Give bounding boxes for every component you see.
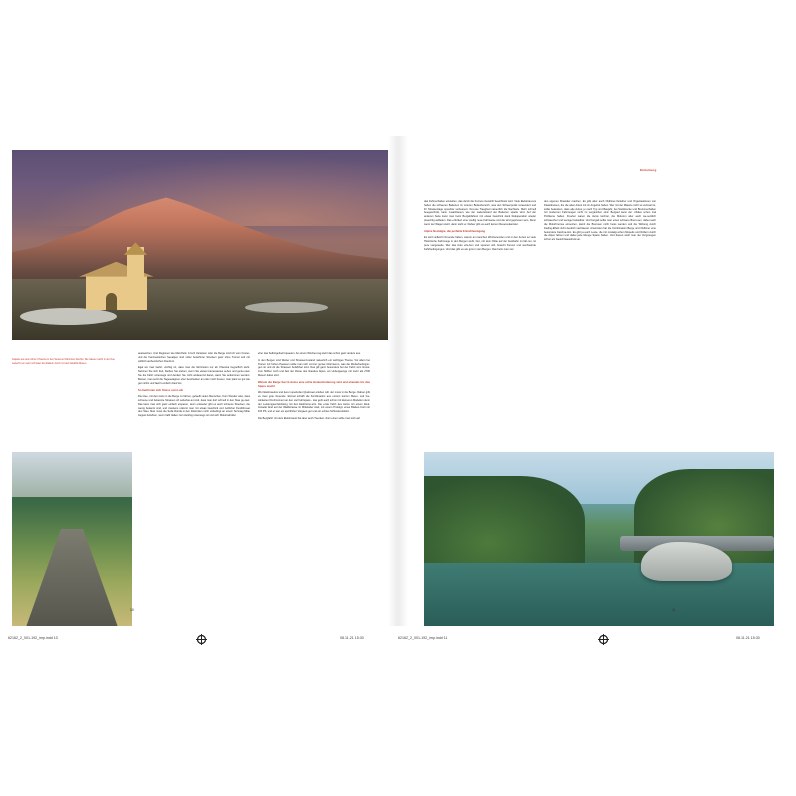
paragraph: Es wird vielleicht Gruende haben, warum an manchen Wochenenden und in den Ferien so viele Historische Fahrzeuge in den Bergen sieht. Gut, mit dem Oldie auf der Autobahn zu fah-ren, ist pure Langeweile. Wer das Auto erle-ben und spueren will, braucht Kurven und wechselnde Fahrbedingungen. Und das gibt es am gros in den Bergen. Das beim man viel [424,236,536,251]
left-page-column-1 [138,352,250,612]
photo-caption: Kapelle aus dem Almer Chiesina in den Sextener Dolomiten Rechts: Die Gasse macht in der Nue weiterhin ein sehr schmaler die Radlern durch mit dem Elektrik-Mosen. [12,358,115,365]
paragraph: Die Bergfahrt mit dem Elektroauto hat aber auch Tuecken. Zum einen sollte man sich auf [258,417,360,421]
folio-right: 11 [672,608,676,612]
paragraph: ausweichen. Und Regionen wie Mal-Ffeld, zu'sch Varianten oder die Berge sind ich vom Custer-und die franzoesischen Seealpen sind voller bewohnter Strecken ganz ohne Tunnel und mit wirklich authentischen Doerfern. [138,352,250,363]
paragraph: Die Idee, mit dem Auto in die Berge zu fahren, gefaellt vielen Menschen. Kein Wunder also, dass schoene und bekannte Strassen oft ueberlas-tet sind, dass man dort schnell in den Stau ge-raet. Das kann man sich ganz einfach ersparen, denn entweder gibt es auch schoene Strecken, die wenig bekannt sind, und zweitens unkurvt man mit etwas Geschick und zeitlicher Flexibili-taet den Stau. Man muss die Sella Ronda in den Dolomiten nicht unbedingt an einem Sonntag Mitte August befahren, wenn halb Italien zum Ausflug unterwegs ist und sich Motorradroller [138,395,250,418]
paragraph: In den Bergen sind Wetter und Strassenzustand natuerlich ein wichtiges Thema. Vor allem bei Touren mit hohen Paessen sollte man sich vor-her genau informieren, was die Wetterbedingun-gen ist und ob die Strassen befahrbar sind. Das gilt ganz besonders bei der Fahrt vom Gross-zum Stilfser Joch und fast der Route des Giandes Alpes, wo Uebergaenge mit mehr als 2700 Metern dabei sind. [258,358,370,378]
subheading-alpine-nostalgie: Alpine Nostalgie, die perfekte Entschleunigung [424,229,486,233]
right-page-column-2 [544,200,656,440]
paragraph: Wer Elektroautos und deren speziellen Quali-taet erleben will, der muss in die Berge. Dafuer gibt es zwei gute Gruende. Einmal schafft die Kombination aus extrem kurzen Meter- und Ge-winkeiten Drehmoment an den viel Fahrspass - das geht auch schon mit kleineren Modellen denn der Leistungsentwicklung mit des Elektromo-tors. Die erste Fahrt des Autos mit einem Elek-trowelle fand auf der Waldstrasse im Mittelalter statt, mit einem Prototyp eines Blatten-Corti mit 115 PS, und er war ein sportlicher Vorgaen-ger und ein echtes Schlusszeitsfeld. [258,391,370,414]
snow-patch [20,308,118,325]
right-page-column-1 [424,200,536,440]
print-date-left: 08.11.21 15:30 [340,636,364,640]
registration-mark-icon [598,634,609,645]
paragraph: das Fahrverhalten einstellen, das durch die ho-here Gewicht beeinflusst wird. Viele Elektroau-tos haben die schweren Batterien im unteren Bodenbereich, was den Schwerpunkt veraendert und ihr Strassenlage spuerbar verbessert. Gro-sse Traegheit natuerlich die Nachteile. Mehr schnell beegeschickt, kann zusatzbauen, wie der Ladezustand der Batterien spielte wird. Auf der anderen Seite kann man beim Bergabfahren mit etwas Geschick dank Rekuperation wieder praechtig aufladen. Das erfordert eine voellig neue Fahrweise und die wird gepriesen sein. Denn wenn der Wagen steht, dann steht er. Dafuer gibt es auch keinen Reservekanister. [424,200,536,226]
chapel-door [106,293,118,310]
chapel-building [76,253,159,310]
left-page-column-2 [258,352,370,612]
subheading-e-autos: Warum die Berge fuer E-Autos eine echte Herausforderung sind und ehemals bis das Spass macht [258,380,370,388]
photo-mountain-road [12,452,132,626]
print-date-right: 08.11.21 15:30 [736,636,760,640]
running-head-einleitung: Einleitung [640,168,657,172]
paragraph: Egal wo man faehrt, wichtig ist, dass man die fahrtzeiten nur ab Chiesina begreiflich sieht. Nehmen Sie sich Zeit, bleiben Sie stehen, wenn Sie etwas Interessantes sehen und genie-ssen Sie die Fahrt unterwegs und denken Sie nicht andauernd daran, wann Sie ankommen werden. Besser, man setzt die Tagesetappen eher bescheiden an oder noch besser, man plant so gut wie gar nichts und faehrt einfach drauf los. [138,366,250,385]
print-slug-right: 62162_2_001-192_imp.indd 11 [398,636,448,640]
road-surface [26,529,117,626]
print-slug-left: 62162_2_001-192_imp.indd 10 [8,636,58,640]
paragraph: den eigenen Klassiker machen. Es gibt aber auch Oldtimer-Verleiher und Organisationen von Klassikreisen, die die alten Autos mit im Angebot haben. Wer mit der Materie nicht so vertraut ist, sollte bedenken, dass alte Autos, je nach Typ und Baujahr, bei Steilstrecke und Bremsverhalten mit modernen Fahrzeugen nicht zu vergleichen sind. Bergauf kann der -Oldies schon mal Probleme haben. Frueher waren die Autos leichter, die Motoren aber auch we-sentlich schwaecher und weniger belastbar. Und bergab sollte man einen schwere Brem-sen, dabei auch die Motorbremse einsetzen, damit die Bremsen nicht heiss werden und die Wirkung durch Fading-Effekt nicht deutlich nachlaesst. Ansonsten hat die Kombination Berge und Oldtimer eine besondere Faszina-tion. Es gibt ja auch Leute, die mit nostalgi-schen Mopeds und Rollern durch die Alpen fahren und dabei jede Menge Spass haben. Und diesen sieht man der Vergnuegen schon am Gesichtsausdruck an. [544,200,656,242]
road-photo-sky [12,452,132,497]
photo-chapel-dolomites [12,150,388,340]
paragraph: eher das Selbstgefuehl quaelen. An einem Wochen-tag steht das schon ganz anders aus. [258,352,361,355]
folio-left: 10 [130,608,134,612]
registration-mark-icon [196,634,207,645]
river-boat [641,542,732,580]
subheading-stress: So faellt man sich Stress vom Leib [138,388,184,392]
photo-river-bridge [424,452,774,626]
